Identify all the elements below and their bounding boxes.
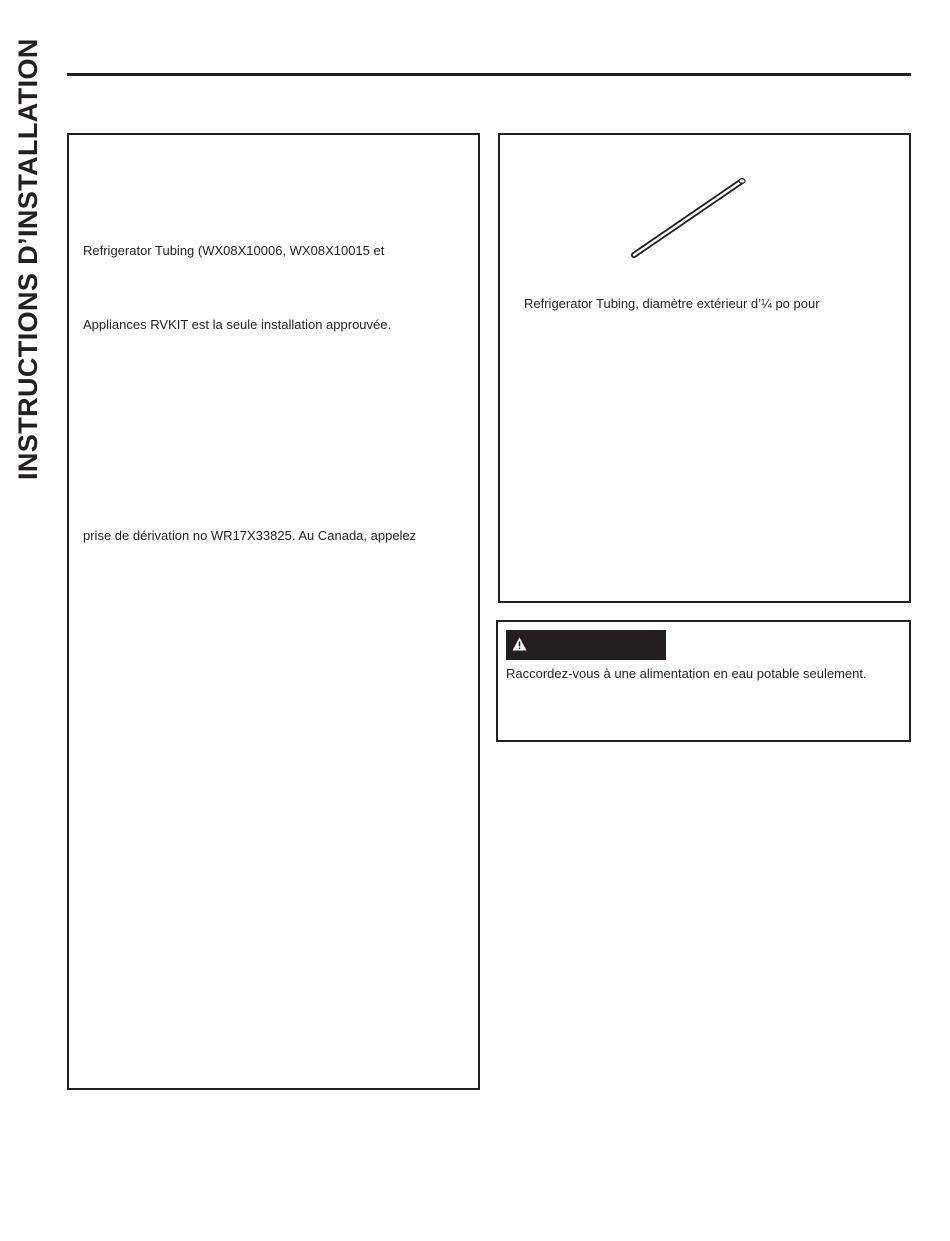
side-section-title: INSTRUCTIONS D’INSTALLATION	[13, 38, 43, 480]
header-rule	[67, 73, 911, 76]
warning-triangle-icon	[512, 637, 527, 651]
left-box-line-3: prise de dérivation no WR17X33825. Au Canada, appelez	[83, 528, 417, 543]
left-box-line-1: Refrigerator Tubing (WX08X10006, WX08X10015 et	[83, 243, 385, 258]
tubing-caption: Refrigerator Tubing, diamètre extérieur d’¼ po pour	[524, 296, 820, 311]
warning-header-bar	[506, 630, 666, 660]
warning-text: Raccordez-vous à une alimentation en eau potable seulement.	[506, 666, 867, 681]
left-content-box	[67, 133, 480, 1090]
left-box-line-2: Appliances RVKIT est la seule installation approuvée.	[83, 317, 392, 332]
tubing-illustration	[628, 175, 750, 261]
